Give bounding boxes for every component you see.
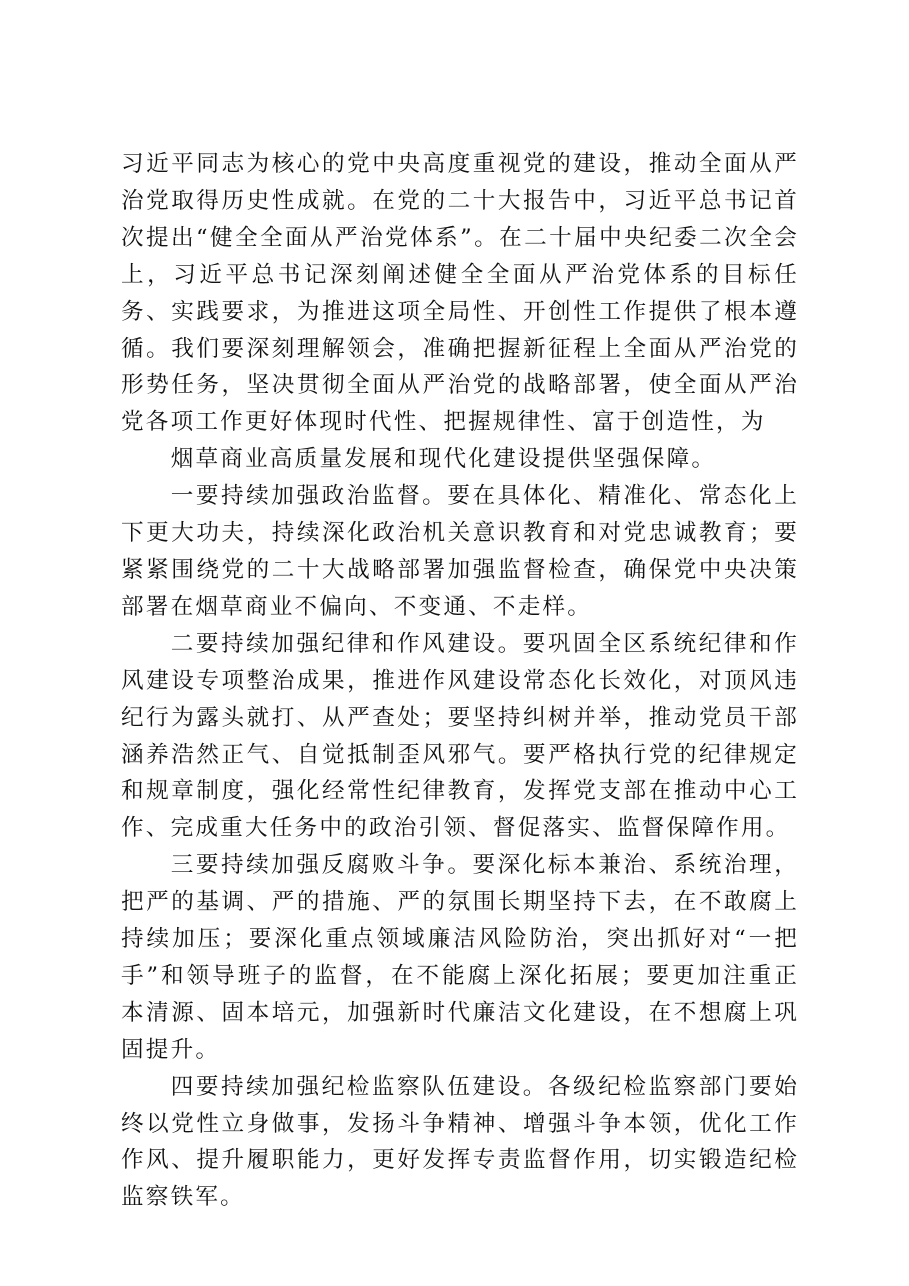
paragraph-discipline-conduct: 二要持续加强纪律和作风建设。要巩固全区系统纪律和作风建设专项整治成果，推进作风建设常态化长效化，对顶风违纪行为露头就打、从严查处；要坚持纠树并举，推动党员干部涵养浩然正气、自觉抵制歪风邪气。要严格执行党的纪律规定和规章制度，强化经常性纪律教育，发挥党支部在推动中心工作、完成重大任务中的政治引领、督促落实、监督保障作用。 <box>121 630 799 842</box>
paragraph-intro: 习近平同志为核心的党中央高度重视党的建设，推动全面从严治党取得历史性成就。在党的二十大报告中，习近平总书记首次提出“健全全面从严治党体系”。在二十届中央纪委二次全会上，习近平总书记深刻阐述健全全面从严治党体系的目标任务、实践要求，为推进这项全局性、开创性工作提供了根本遵循。我们要深刻理解领会，准确把握新征程上全面从严治党的形势任务，坚决贯彻全面从严治党的战略部署，使全面从严治党各项工作更好体现时代性、把握规律性、富于创造性，为 <box>121 151 799 436</box>
paragraph-intro-continued: 烟草商业高质量发展和现代化建设提供坚强保障。 <box>170 446 717 473</box>
paragraph-team-building: 四要持续加强纪检监察队伍建设。各级纪检监察部门要始终以党性立身做事，发扬斗争精神、增强斗争本领，优化工作作风、提升履职能力，更好发挥专责监督作用，切实锻造纪检监察铁军。 <box>121 1073 799 1211</box>
paragraph-anti-corruption: 三要持续加强反腐败斗争。要深化标本兼治、系统治理，把严的基调、严的措施、严的氛围长期坚持下去，在不敢腐上持续加压；要深化重点领域廉洁风险防治，突出抓好对“一把手”和领导班子的监督，在不能腐上深化拓展；要更加注重正本清源、固本培元，加强新时代廉洁文化建设，在不想腐上巩固提升。 <box>121 852 799 1063</box>
paragraph-political-supervision: 一要持续加强政治监督。要在具体化、精准化、常态化上下更大功夫，持续深化政治机关意识教育和对党忠诚教育；要紧紧围绕党的二十大战略部署加强监督检查，确保党中央决策部署在烟草商业不偏向、不变通、不走样。 <box>121 483 799 620</box>
document-body <box>121 146 799 1216</box>
